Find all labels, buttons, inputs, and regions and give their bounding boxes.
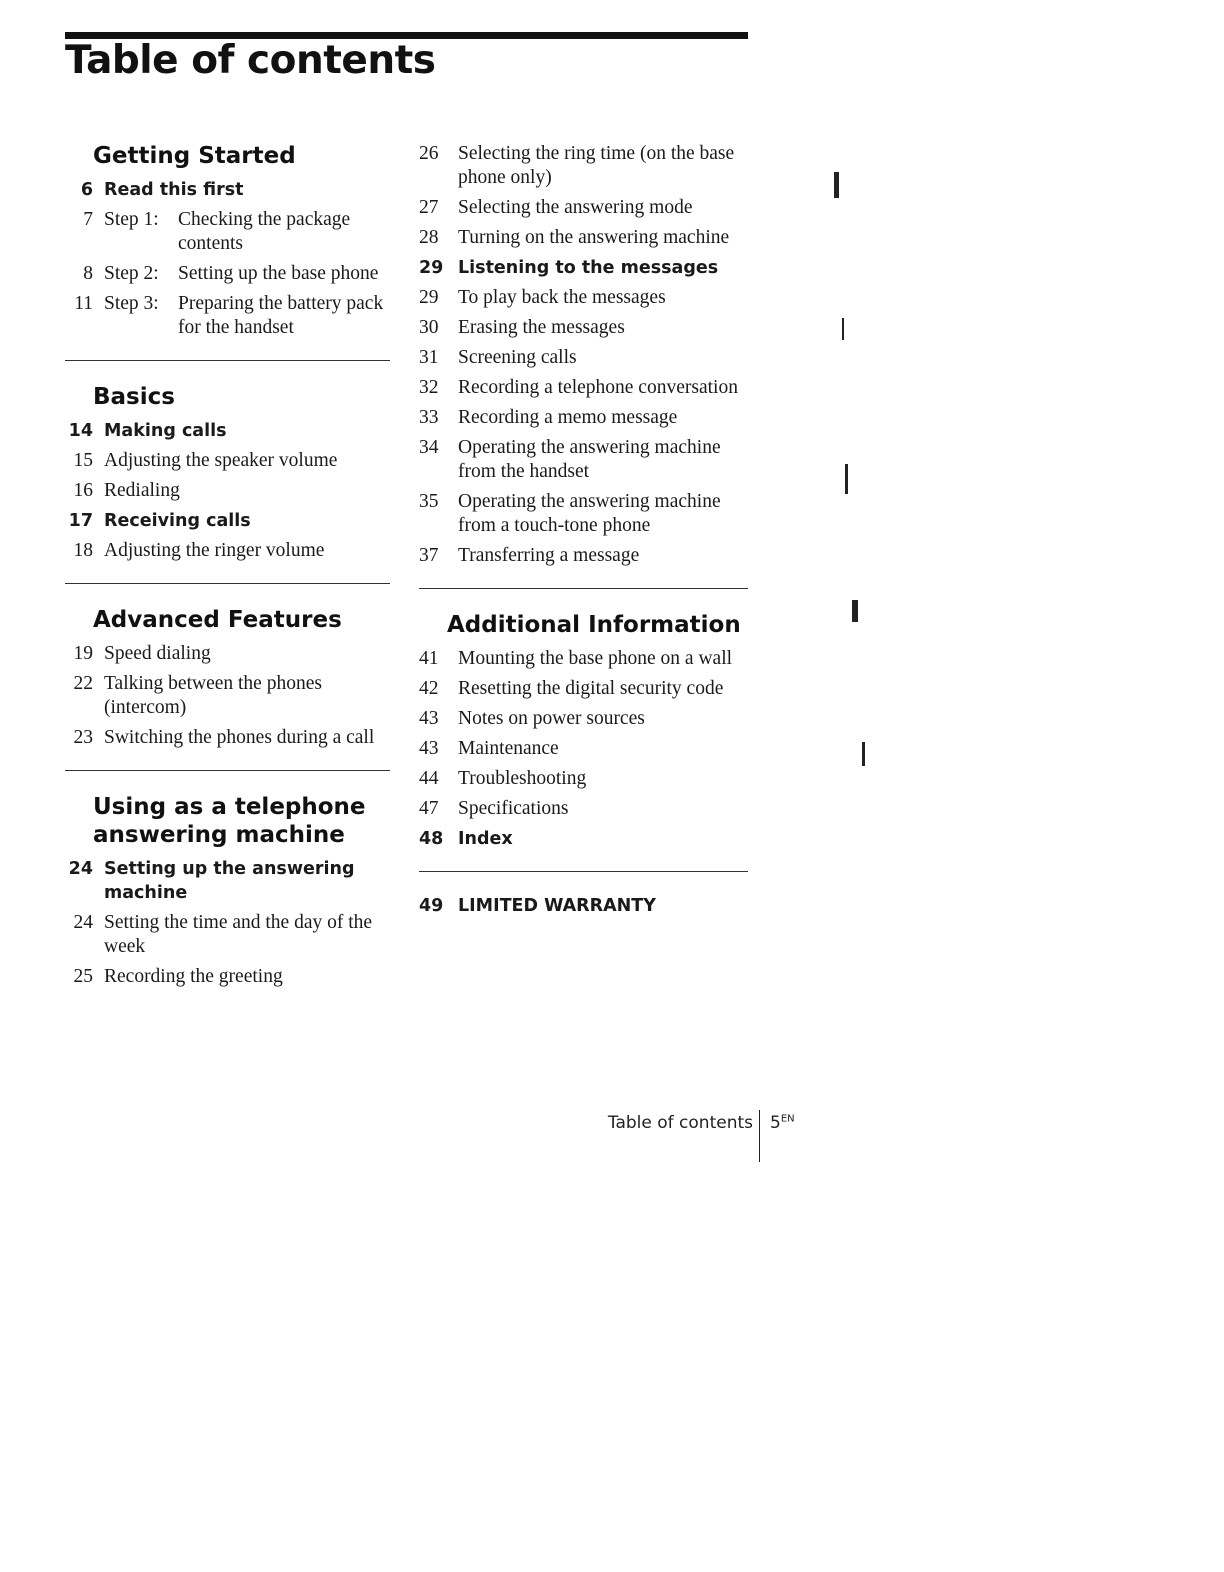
scan-mark bbox=[834, 172, 839, 198]
toc-entry bbox=[419, 490, 748, 538]
section-divider bbox=[65, 770, 390, 771]
step-label: Step 2: bbox=[104, 263, 159, 284]
entry-title: Mounting the base phone on a wall bbox=[458, 648, 733, 669]
entry-title: Operating the answering machine from a touch-tone phone bbox=[458, 491, 721, 536]
toc-entry bbox=[419, 797, 748, 821]
toc-entry bbox=[419, 406, 748, 430]
toc-entry bbox=[65, 178, 390, 202]
toc-entry bbox=[419, 647, 748, 671]
entry-title: Setting up the base phone bbox=[178, 263, 379, 284]
scan-mark bbox=[845, 464, 848, 494]
toc-entry bbox=[65, 857, 390, 905]
toc-entry bbox=[419, 827, 748, 851]
entry-title: LIMITED WARRANTY bbox=[458, 896, 656, 916]
page-number: 44 bbox=[419, 768, 439, 789]
section-divider bbox=[65, 583, 390, 584]
page-number: 33 bbox=[419, 407, 439, 428]
page-number: 37 bbox=[419, 545, 439, 566]
page-number: 47 bbox=[419, 798, 439, 819]
entry-title: Screening calls bbox=[458, 347, 577, 368]
page-number: 28 bbox=[419, 227, 439, 248]
toc-entry bbox=[419, 707, 748, 731]
entry-title: Specifications bbox=[458, 798, 569, 819]
page-number: 43 bbox=[419, 708, 439, 729]
toc-entry bbox=[65, 672, 390, 720]
page-number: 6 bbox=[80, 180, 93, 200]
toc-entry bbox=[419, 316, 748, 340]
toc-entry bbox=[419, 256, 748, 280]
toc-entry bbox=[65, 642, 390, 666]
step-label: Step 1: bbox=[104, 209, 159, 230]
toc-entry bbox=[419, 767, 748, 791]
toc-entry bbox=[419, 196, 748, 220]
page-number: 11 bbox=[74, 293, 93, 314]
toc-entry bbox=[65, 419, 390, 443]
entry-title: Speed dialing bbox=[104, 643, 211, 664]
toc-entry bbox=[419, 677, 748, 701]
toc-entry bbox=[65, 539, 390, 563]
entry-title: Turning on the answering machine bbox=[458, 227, 730, 248]
entry-title: Index bbox=[458, 829, 513, 849]
section-title: Additional Information bbox=[447, 612, 741, 638]
page-number: 19 bbox=[73, 643, 93, 664]
page-number: 17 bbox=[68, 511, 93, 531]
toc-entry bbox=[419, 737, 748, 761]
toc-entry bbox=[65, 911, 390, 959]
page-title: Table of contents bbox=[65, 38, 436, 83]
entry-title: Resetting the digital security code bbox=[458, 678, 724, 699]
toc-entry bbox=[419, 376, 748, 400]
footer-section-label: Table of contents bbox=[607, 1113, 753, 1133]
entry-title: Redialing bbox=[104, 480, 180, 501]
toc-entry bbox=[65, 965, 390, 989]
entry-title: Setting up the answering machine bbox=[104, 859, 355, 903]
page-number: 35 bbox=[419, 491, 439, 512]
step-label: Step 3: bbox=[104, 293, 159, 314]
entry-title: Setting the time and the day of the week bbox=[104, 912, 373, 957]
toc-entry bbox=[419, 346, 748, 370]
page-number: 32 bbox=[419, 377, 439, 398]
toc-entry bbox=[419, 286, 748, 310]
entry-title: Selecting the answering mode bbox=[458, 197, 693, 218]
page-number: 30 bbox=[419, 317, 439, 338]
page-number-suffix: EN bbox=[780, 1113, 795, 1125]
entry-title: Adjusting the speaker volume bbox=[104, 450, 338, 471]
entry-title: Transferring a message bbox=[458, 545, 640, 566]
page-number: 8 bbox=[83, 263, 93, 284]
toc-entry bbox=[65, 262, 390, 286]
entry-title: Preparing the battery pack for the handset bbox=[178, 293, 384, 338]
page-number: 41 bbox=[419, 648, 439, 669]
page-number: 18 bbox=[73, 540, 93, 561]
page-number: 7 bbox=[83, 209, 93, 230]
section-title: Using as a telephone answering machine bbox=[93, 794, 366, 848]
page-number: 5 bbox=[770, 1113, 781, 1133]
page-number: 29 bbox=[419, 287, 439, 308]
entry-title: Notes on power sources bbox=[458, 708, 645, 729]
toc-entry bbox=[65, 292, 390, 340]
page-number: 14 bbox=[68, 421, 93, 441]
scan-mark bbox=[852, 600, 858, 622]
page-footer bbox=[560, 1110, 810, 1160]
toc-entry bbox=[65, 449, 390, 473]
section-divider bbox=[419, 588, 748, 589]
page-number: 31 bbox=[419, 347, 439, 368]
section-title: Advanced Features bbox=[93, 607, 342, 633]
scan-mark bbox=[862, 742, 865, 766]
entry-title: Recording a telephone conversation bbox=[458, 377, 738, 398]
page-number: 24 bbox=[68, 859, 93, 879]
page-number: 49 bbox=[419, 896, 444, 916]
page-number: 29 bbox=[419, 258, 444, 278]
entry-title: Maintenance bbox=[458, 738, 559, 759]
section-title: Basics bbox=[93, 384, 175, 410]
page-number: 34 bbox=[419, 437, 439, 458]
toc-entry bbox=[65, 479, 390, 503]
entry-title: Erasing the messages bbox=[458, 317, 625, 338]
entry-title: Listening to the messages bbox=[458, 258, 719, 278]
section-divider bbox=[419, 871, 748, 872]
toc-entry bbox=[419, 894, 748, 918]
entry-title: Adjusting the ringer volume bbox=[104, 540, 325, 561]
entry-title: Talking between the phones (intercom) bbox=[104, 673, 322, 718]
page-number: 26 bbox=[419, 143, 439, 164]
toc-entry bbox=[419, 142, 748, 190]
section-title: Getting Started bbox=[93, 143, 296, 169]
entry-title: Checking the package contents bbox=[178, 209, 351, 254]
page-number: 23 bbox=[73, 727, 93, 748]
entry-title: Troubleshooting bbox=[458, 768, 587, 789]
section-divider bbox=[65, 360, 390, 361]
toc-entry bbox=[65, 726, 390, 750]
entry-title: Receiving calls bbox=[104, 511, 251, 531]
page-number: 48 bbox=[419, 829, 444, 849]
page-number: 27 bbox=[419, 197, 439, 218]
page-number: 16 bbox=[73, 480, 93, 501]
entry-title: To play back the messages bbox=[458, 287, 666, 308]
toc-entry bbox=[419, 544, 748, 568]
toc-right-column bbox=[419, 142, 748, 924]
toc-left-column bbox=[65, 142, 390, 995]
toc-entry bbox=[419, 226, 748, 250]
entry-title: Recording a memo message bbox=[458, 407, 678, 428]
toc-entry bbox=[65, 208, 390, 256]
toc-entry bbox=[419, 436, 748, 484]
entry-title: Switching the phones during a call bbox=[104, 727, 375, 748]
toc-entry-text bbox=[104, 292, 390, 340]
entry-title: Recording the greeting bbox=[104, 966, 283, 987]
footer-divider bbox=[759, 1110, 760, 1162]
page-number: 15 bbox=[73, 450, 93, 471]
page-number: 42 bbox=[419, 678, 439, 699]
toc-entry-text bbox=[104, 262, 390, 286]
toc-entry bbox=[65, 509, 390, 533]
page-number: 22 bbox=[73, 673, 93, 694]
entry-title: Read this first bbox=[104, 180, 244, 200]
page-number: 25 bbox=[73, 966, 93, 987]
entry-title: Making calls bbox=[104, 421, 227, 441]
entry-title: Operating the answering machine from the handset bbox=[458, 437, 721, 482]
toc-entry-text bbox=[104, 208, 390, 256]
page-number: 43 bbox=[419, 738, 439, 759]
entry-title: Selecting the ring time (on the base phone only) bbox=[458, 143, 735, 188]
footer-page-number bbox=[770, 1113, 795, 1133]
page-number: 24 bbox=[73, 912, 93, 933]
scan-mark bbox=[842, 318, 844, 340]
